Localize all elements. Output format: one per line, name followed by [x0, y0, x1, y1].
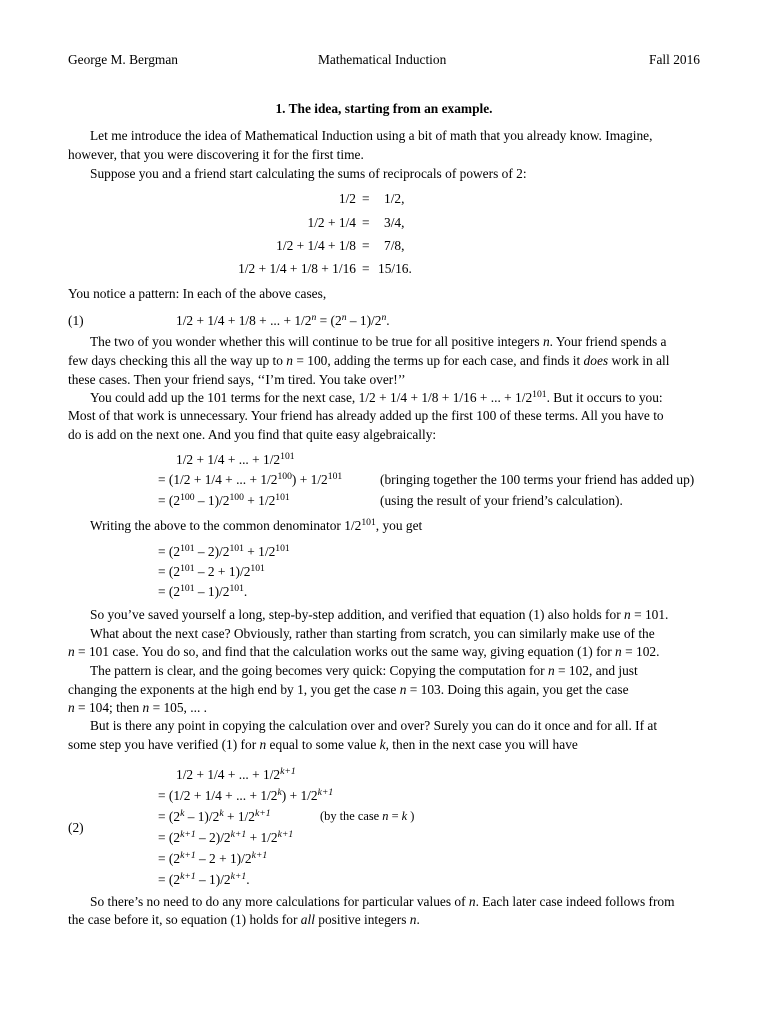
paragraph-line: few days checking this all the way up to n = 100, adding the terms up for each case, and finds it does work in all	[68, 353, 670, 368]
paragraph-line: changing the exponents at the high end by 1, you get the case n = 103. Doing this again, you get the case	[68, 682, 629, 697]
calc-row: = $(2^{101} - 2 + 1)/2^{101}$	[158, 563, 265, 579]
sum-eq: =	[362, 261, 370, 276]
paragraph-line: however, that you were discovering it for the first time.	[68, 147, 364, 162]
sum-rhs: 3/4,	[384, 215, 405, 230]
sum-lhs: 1/2 + 1/4	[307, 215, 356, 230]
calc-row: = $(2^{k+1} - 2 + 1)/2^{k+1}$	[158, 850, 268, 866]
calc-note: (using the result of your friend’s calculation).	[380, 493, 623, 508]
calc-row: 1/2 + 1/4 + ... + $1/2^{k+1}$	[176, 766, 296, 782]
paragraph-line: some step you have verified (1) for n equal to some value k, then in the next case you will have	[68, 737, 578, 752]
paragraph-line: The pattern is clear, and the going becomes very quick: Copying the computation for n = 102, and just	[90, 663, 638, 678]
header-term: Fall 2016	[649, 52, 700, 67]
section-title: 1. The idea, starting from an example.	[275, 101, 493, 116]
calc-note: (by the case n = k )	[320, 809, 415, 823]
sum-eq: =	[362, 238, 370, 253]
paragraph-line: do is add on the next one. And you find that quite easy algebraically:	[68, 427, 437, 442]
sum-lhs: 1/2	[338, 191, 356, 206]
paragraph-line: n = 104; then n = 105, ... .	[68, 700, 207, 715]
paragraph-line: Suppose you and a friend start calculating the sums of reciprocals of powers of 2:	[90, 166, 527, 181]
calc-row: = $(2^{k+1} - 2)/2^{k+1} + 1/2^{k+1}$	[158, 829, 294, 845]
calc-row: = $(2^{100} - 1)/2^{100} + 1/2^{101}$	[158, 492, 290, 508]
sum-eq: =	[362, 191, 370, 206]
equation-label: (2)	[68, 820, 84, 835]
sum-rhs: 7/8,	[384, 238, 405, 253]
equation-1: 1/2 + 1/4 + 1/8 + ... + $1/2^n = (2^n - 1)/2^n$.	[176, 312, 390, 328]
calc-row: 1/2 + 1/4 + ... + $1/2^{101}$	[176, 451, 295, 467]
paragraph-line: What about the next case? Obviously, rather than starting from scratch, you can similarly make use of the	[90, 626, 655, 641]
calc-note: (bringing together the 100 terms your friend has added up)	[380, 472, 695, 487]
calc-row: = $(2^{k+1} - 1)/2^{k+1}$.	[158, 871, 250, 887]
calc-row: = $(2^{101} - 2)/2^{101} + 1/2^{101}$	[158, 543, 290, 559]
paragraph-line: the case before it, so equation (1) holds for all positive integers n.	[68, 912, 420, 927]
paragraph-line: Most of that work is unnecessary. Your friend has already added up the first 100 of these terms. All you have to	[68, 408, 664, 423]
paragraph-line: You could add up the 101 terms for the next case, 1/2 + 1/4 + 1/8 + 1/16 + ... + $1/2^{101}$. But it occurs to you:	[90, 389, 663, 405]
paragraph-line: But is there any point in copying the calculation over and over? Surely you can do it once and for all. If at	[90, 718, 658, 733]
sum-lhs: 1/2 + 1/4 + 1/8	[276, 238, 356, 253]
paragraph-line: So you’ve saved yourself a long, step-by-step addition, and verified that equation (1) also holds for n = 101.	[90, 607, 669, 622]
calc-row: = (1/2 + 1/4 + ... + $1/2^{100}) + 1/2^{101}$	[158, 471, 343, 487]
header-author: George M. Bergman	[68, 52, 178, 67]
sum-rhs: 15/16.	[378, 261, 412, 276]
calc-row: = (1/2 + 1/4 + ... + $1/2^k) + 1/2^{k+1}$	[158, 787, 334, 803]
paragraph-line: Writing the above to the common denominator $1/2^{101}$, you get	[90, 517, 423, 533]
calc-row: = $(2^{101} - 1)/2^{101}$.	[158, 583, 248, 599]
paragraph-line: n = 101 case. You do so, and find that the calculation works out the same way, giving equation (1) for n = 102.	[68, 644, 660, 659]
sum-eq: =	[362, 215, 370, 230]
header-title: Mathematical Induction	[318, 52, 447, 67]
paragraph-line: So there’s no need to do any more calculations for particular values of n. Each later case indeed follows from	[90, 894, 675, 909]
equation-label: (1)	[68, 313, 84, 328]
sum-rhs: 1/2,	[384, 191, 405, 206]
paragraph-line: Let me introduce the idea of Mathematical Induction using a bit of math that you already know. Imagine,	[90, 128, 653, 143]
paragraph-line: You notice a pattern: In each of the above cases,	[68, 286, 327, 301]
paragraph-line: these cases. Then your friend says, ‘‘I’m tired. You take over!’’	[68, 372, 406, 387]
calc-row: = $(2^k - 1)/2^k + 1/2^{k+1}$	[158, 808, 271, 824]
sum-lhs: 1/2 + 1/4 + 1/8 + 1/16	[238, 261, 356, 276]
paragraph-line: The two of you wonder whether this will continue to be true for all positive integers n. Your friend spends a	[90, 334, 667, 349]
